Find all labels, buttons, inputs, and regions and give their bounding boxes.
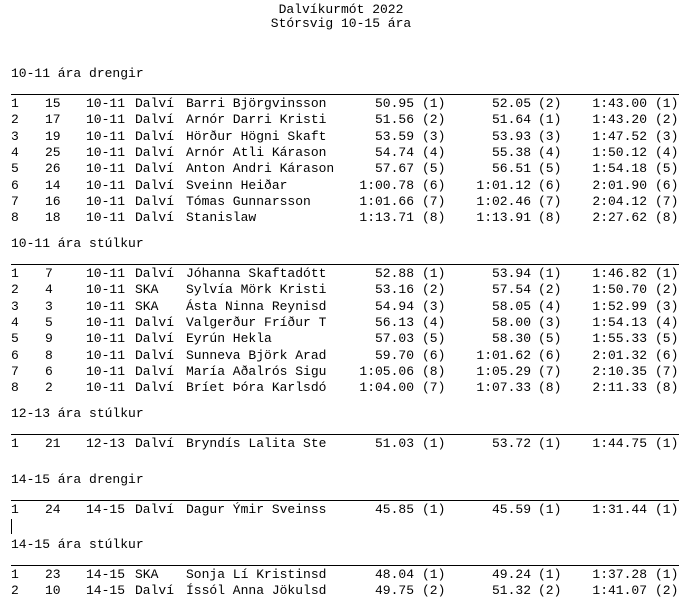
- cell-cls: 10-11: [86, 266, 126, 281]
- cell-p2: (5): [538, 161, 562, 177]
- cell-p1: (3): [422, 128, 446, 144]
- result-row: [11, 315, 682, 331]
- cell-r1: 51.56: [374, 112, 414, 128]
- section-divider: [11, 565, 679, 566]
- cell-r2: 56.51: [491, 161, 531, 177]
- cell-club: Dalví: [135, 347, 175, 363]
- cell-p2: (8): [538, 380, 562, 396]
- cell-pt: (7): [655, 363, 679, 379]
- cell-p2: (1): [538, 266, 562, 281]
- cell-pt: (4): [655, 144, 679, 160]
- cell-p1: (8): [422, 363, 446, 379]
- cell-club: Dalví: [135, 502, 175, 517]
- cell-total: 1:54.18: [592, 161, 647, 177]
- cell-club: Dalví: [135, 210, 175, 226]
- cell-r1: 57.03: [374, 331, 414, 347]
- cell-name: Barri Björgvinsson: [186, 96, 327, 111]
- cell-place: 4: [11, 314, 19, 330]
- cell-total: 1:50.70: [592, 282, 647, 298]
- result-row: [11, 194, 682, 210]
- cell-r1: 54.94: [374, 298, 414, 314]
- cell-cls: 14-15: [86, 502, 126, 517]
- cell-name: Bríet Þóra Karlsdó: [186, 380, 327, 396]
- cell-total: 2:27.62: [592, 210, 647, 226]
- cell-total: 1:43.20: [592, 112, 647, 128]
- result-row: [11, 96, 682, 112]
- cell-place: 1: [11, 96, 19, 111]
- cell-r1: 52.88: [374, 266, 414, 281]
- cell-place: 1: [11, 266, 19, 281]
- cell-club: Dalví: [135, 314, 175, 330]
- cell-cls: 10-11: [86, 210, 126, 226]
- cell-r2: 52.05: [491, 96, 531, 111]
- cell-total: 1:50.12: [592, 144, 647, 160]
- cell-place: 3: [11, 128, 19, 144]
- cell-club: Dalví: [135, 331, 175, 347]
- cell-r1: 50.95: [374, 96, 414, 111]
- cell-r1: 56.13: [374, 314, 414, 330]
- cell-p1: (1): [422, 502, 446, 517]
- section-heading: 14-15 ára stúlkur: [11, 537, 144, 552]
- cell-r2: 53.93: [491, 128, 531, 144]
- cell-cls: 10-11: [86, 193, 126, 209]
- section-divider: [11, 434, 679, 435]
- cell-bib: 2: [45, 380, 53, 396]
- cell-pt: (1): [655, 502, 679, 517]
- cell-p1: (2): [422, 583, 446, 599]
- result-row: [11, 583, 682, 599]
- cell-name: Jóhanna Skaftadótt: [186, 266, 327, 281]
- cell-cls: 10-11: [86, 96, 126, 111]
- cell-bib: 8: [45, 347, 53, 363]
- result-row: [11, 380, 682, 396]
- cell-p1: (2): [422, 112, 446, 128]
- page-subtitle: Stórsvig 10-15 ára: [270, 16, 412, 31]
- cell-r1: 53.59: [374, 128, 414, 144]
- cell-p1: (6): [422, 177, 446, 193]
- cell-r1: 45.85: [374, 502, 414, 517]
- result-row: [11, 299, 682, 315]
- cell-club: Dalví: [135, 193, 175, 209]
- cell-bib: 3: [45, 298, 53, 314]
- cell-name: Sveinn Heiðar: [186, 177, 288, 193]
- cell-r2: 1:01.62: [476, 347, 531, 363]
- cell-place: 5: [11, 331, 19, 347]
- cell-r2: 51.64: [491, 112, 531, 128]
- cell-bib: 10: [45, 583, 61, 599]
- cell-p2: (4): [538, 144, 562, 160]
- cell-p1: (1): [422, 266, 446, 281]
- cell-club: Dalví: [135, 380, 175, 396]
- cell-r2: 58.05: [491, 298, 531, 314]
- cell-club: SKA: [135, 282, 159, 298]
- cell-bib: 7: [45, 266, 53, 281]
- cell-p2: (6): [538, 177, 562, 193]
- cell-total: 2:01.32: [592, 347, 647, 363]
- cell-r2: 53.72: [491, 436, 531, 451]
- cell-r2: 1:02.46: [476, 193, 531, 209]
- cell-r1: 1:00.78: [359, 177, 414, 193]
- cell-p2: (3): [538, 128, 562, 144]
- cell-name: Sonja Lí Kristinsd: [186, 567, 327, 582]
- cell-pt: (3): [655, 298, 679, 314]
- cell-name: Tómas Gunnarsson: [186, 193, 311, 209]
- cell-total: 1:46.82: [592, 266, 647, 281]
- cell-p1: (1): [422, 96, 446, 111]
- result-row: [11, 161, 682, 177]
- section-divider: [11, 500, 679, 501]
- result-row: [11, 178, 682, 194]
- cell-p1: (5): [422, 331, 446, 347]
- cell-p1: (7): [422, 380, 446, 396]
- cell-club: SKA: [135, 567, 159, 582]
- cell-r2: 55.38: [491, 144, 531, 160]
- cell-cls: 14-15: [86, 583, 126, 599]
- cell-pt: (2): [655, 583, 679, 599]
- cell-bib: 9: [45, 331, 53, 347]
- cell-total: 2:11.33: [592, 380, 647, 396]
- cell-pt: (1): [655, 567, 679, 582]
- cell-club: Dalví: [135, 128, 175, 144]
- result-row: [11, 436, 682, 452]
- result-row: [11, 567, 682, 583]
- cell-p1: (1): [422, 567, 446, 582]
- cell-p2: (1): [538, 502, 562, 517]
- section-heading: 10-11 ára drengir: [11, 66, 144, 81]
- section-divider: [11, 264, 679, 265]
- cell-bib: 25: [45, 144, 61, 160]
- cell-name: Valgerður Fríður T: [186, 314, 327, 330]
- text-cursor: [11, 519, 12, 534]
- cell-name: Sunneva Björk Arad: [186, 347, 327, 363]
- cell-p2: (8): [538, 210, 562, 226]
- cell-cls: 10-11: [86, 177, 126, 193]
- cell-cls: 10-11: [86, 363, 126, 379]
- cell-place: 2: [11, 112, 19, 128]
- cell-place: 2: [11, 282, 19, 298]
- result-row: [11, 266, 682, 282]
- cell-p2: (2): [538, 96, 562, 111]
- section-heading: 14-15 ára drengir: [11, 472, 144, 487]
- cell-p2: (7): [538, 193, 562, 209]
- cell-p1: (8): [422, 210, 446, 226]
- cell-p1: (2): [422, 282, 446, 298]
- cell-place: 8: [11, 210, 19, 226]
- cell-cls: 10-11: [86, 128, 126, 144]
- cell-pt: (7): [655, 193, 679, 209]
- cell-pt: (1): [655, 96, 679, 111]
- cell-pt: (5): [655, 161, 679, 177]
- cell-total: 2:10.35: [592, 363, 647, 379]
- cell-name: Sylvía Mörk Kristi: [186, 282, 327, 298]
- section-heading: 12-13 ára stúlkur: [11, 406, 144, 421]
- cell-bib: 16: [45, 193, 61, 209]
- result-row: [11, 129, 682, 145]
- cell-club: Dalví: [135, 96, 175, 111]
- cell-club: Dalví: [135, 112, 175, 128]
- cell-r1: 1:05.06: [359, 363, 414, 379]
- cell-bib: 21: [45, 436, 61, 451]
- cell-name: Ásta Ninna Reynisd: [186, 298, 327, 314]
- cell-club: Dalví: [135, 436, 175, 451]
- cell-name: Eyrún Hekla: [186, 331, 272, 347]
- section-heading: 10-11 ára stúlkur: [11, 236, 144, 251]
- cell-pt: (2): [655, 112, 679, 128]
- cell-p2: (1): [538, 567, 562, 582]
- cell-p2: (4): [538, 298, 562, 314]
- cell-cls: 10-11: [86, 331, 126, 347]
- cell-p1: (3): [422, 298, 446, 314]
- cell-place: 3: [11, 298, 19, 314]
- cell-p2: (6): [538, 347, 562, 363]
- cell-r2: 57.54: [491, 282, 531, 298]
- cell-name: Dagur Ýmir Sveinss: [186, 502, 327, 517]
- cell-pt: (6): [655, 347, 679, 363]
- cell-r1: 51.03: [374, 436, 414, 451]
- cell-r1: 49.75: [374, 583, 414, 599]
- cell-place: 7: [11, 363, 19, 379]
- cell-r2: 45.59: [491, 502, 531, 517]
- cell-club: Dalví: [135, 363, 175, 379]
- cell-cls: 10-11: [86, 282, 126, 298]
- cell-r2: 1:05.29: [476, 363, 531, 379]
- cell-bib: 19: [45, 128, 61, 144]
- result-row: [11, 210, 682, 226]
- result-row: [11, 282, 682, 298]
- cell-bib: 26: [45, 161, 61, 177]
- cell-name: Hörður Högni Skaft: [186, 128, 327, 144]
- result-row: [11, 112, 682, 128]
- cell-place: 4: [11, 144, 19, 160]
- cell-place: 8: [11, 380, 19, 396]
- cell-cls: 10-11: [86, 112, 126, 128]
- cell-p2: (2): [538, 583, 562, 599]
- cell-club: Dalví: [135, 583, 175, 599]
- result-row: [11, 145, 682, 161]
- cell-total: 1:37.28: [592, 567, 647, 582]
- cell-r2: 53.94: [491, 266, 531, 281]
- cell-total: 1:31.44: [592, 502, 647, 517]
- cell-r1: 1:13.71: [359, 210, 414, 226]
- cell-p2: (5): [538, 331, 562, 347]
- cell-place: 6: [11, 347, 19, 363]
- cell-r2: 49.24: [491, 567, 531, 582]
- cell-club: Dalví: [135, 177, 175, 193]
- cell-total: 1:41.07: [592, 583, 647, 599]
- cell-p1: (5): [422, 161, 446, 177]
- cell-pt: (8): [655, 380, 679, 396]
- cell-bib: 23: [45, 567, 61, 582]
- result-row: [11, 502, 682, 518]
- cell-p1: (4): [422, 144, 446, 160]
- cell-r2: 1:13.91: [476, 210, 531, 226]
- cell-place: 6: [11, 177, 19, 193]
- cell-name: Arnór Darri Kristi: [186, 112, 327, 128]
- cell-bib: 6: [45, 363, 53, 379]
- cell-total: 1:43.00: [592, 96, 647, 111]
- cell-cls: 10-11: [86, 298, 126, 314]
- result-row: [11, 364, 682, 380]
- cell-name: Anton Andri Kárason: [186, 161, 335, 177]
- cell-cls: 10-11: [86, 161, 126, 177]
- cell-place: 5: [11, 161, 19, 177]
- cell-place: 2: [11, 583, 19, 599]
- cell-r2: 58.00: [491, 314, 531, 330]
- cell-pt: (8): [655, 210, 679, 226]
- cell-pt: (3): [655, 128, 679, 144]
- cell-name: María Aðalrós Sigu: [186, 363, 327, 379]
- cell-bib: 17: [45, 112, 61, 128]
- cell-total: 1:54.13: [592, 314, 647, 330]
- cell-total: 1:55.33: [592, 331, 647, 347]
- cell-p2: (3): [538, 314, 562, 330]
- cell-p2: (7): [538, 363, 562, 379]
- cell-club: Dalví: [135, 266, 175, 281]
- cell-name: Arnór Atli Kárason: [186, 144, 327, 160]
- cell-place: 1: [11, 436, 19, 451]
- cell-bib: 4: [45, 282, 53, 298]
- cell-total: 1:44.75: [592, 436, 647, 451]
- result-row: [11, 331, 682, 347]
- cell-pt: (6): [655, 177, 679, 193]
- cell-r2: 1:07.33: [476, 380, 531, 396]
- cell-p1: (7): [422, 193, 446, 209]
- cell-p1: (1): [422, 436, 446, 451]
- cell-total: 1:47.52: [592, 128, 647, 144]
- cell-total: 2:01.90: [592, 177, 647, 193]
- cell-bib: 14: [45, 177, 61, 193]
- cell-bib: 18: [45, 210, 61, 226]
- cell-cls: 12-13: [86, 436, 126, 451]
- cell-club: Dalví: [135, 161, 175, 177]
- cell-cls: 10-11: [86, 347, 126, 363]
- cell-name: Íssól Anna Jökulsd: [186, 583, 327, 599]
- cell-pt: (1): [655, 266, 679, 281]
- cell-r1: 54.74: [374, 144, 414, 160]
- cell-pt: (4): [655, 314, 679, 330]
- cell-p1: (4): [422, 314, 446, 330]
- cell-pt: (1): [655, 436, 679, 451]
- cell-club: SKA: [135, 298, 159, 314]
- cell-place: 7: [11, 193, 19, 209]
- cell-p2: (1): [538, 112, 562, 128]
- cell-total: 2:04.12: [592, 193, 647, 209]
- cell-r1: 1:01.66: [359, 193, 414, 209]
- cell-r2: 1:01.12: [476, 177, 531, 193]
- cell-pt: (5): [655, 331, 679, 347]
- cell-r1: 1:04.00: [359, 380, 414, 396]
- cell-p2: (2): [538, 282, 562, 298]
- cell-cls: 10-11: [86, 380, 126, 396]
- cell-r2: 51.32: [491, 583, 531, 599]
- result-row: [11, 348, 682, 364]
- cell-cls: 14-15: [86, 567, 126, 582]
- cell-total: 1:52.99: [592, 298, 647, 314]
- cell-pt: (2): [655, 282, 679, 298]
- cell-place: 1: [11, 502, 19, 517]
- cell-cls: 10-11: [86, 314, 126, 330]
- cell-place: 1: [11, 567, 19, 582]
- cell-r1: 53.16: [374, 282, 414, 298]
- cell-p1: (6): [422, 347, 446, 363]
- cell-bib: 15: [45, 96, 61, 111]
- cell-r1: 48.04: [374, 567, 414, 582]
- cell-r1: 57.67: [374, 161, 414, 177]
- cell-name: Bryndís Lalita Ste: [186, 436, 327, 451]
- page-title: Dalvíkurmót 2022: [278, 2, 404, 17]
- cell-bib: 5: [45, 314, 53, 330]
- cell-r1: 59.70: [374, 347, 414, 363]
- cell-bib: 24: [45, 502, 61, 517]
- cell-r2: 58.30: [491, 331, 531, 347]
- cell-name: Stanislaw: [186, 210, 257, 226]
- cell-cls: 10-11: [86, 144, 126, 160]
- cell-p2: (1): [538, 436, 562, 451]
- section-divider: [11, 94, 679, 95]
- cell-club: Dalví: [135, 144, 175, 160]
